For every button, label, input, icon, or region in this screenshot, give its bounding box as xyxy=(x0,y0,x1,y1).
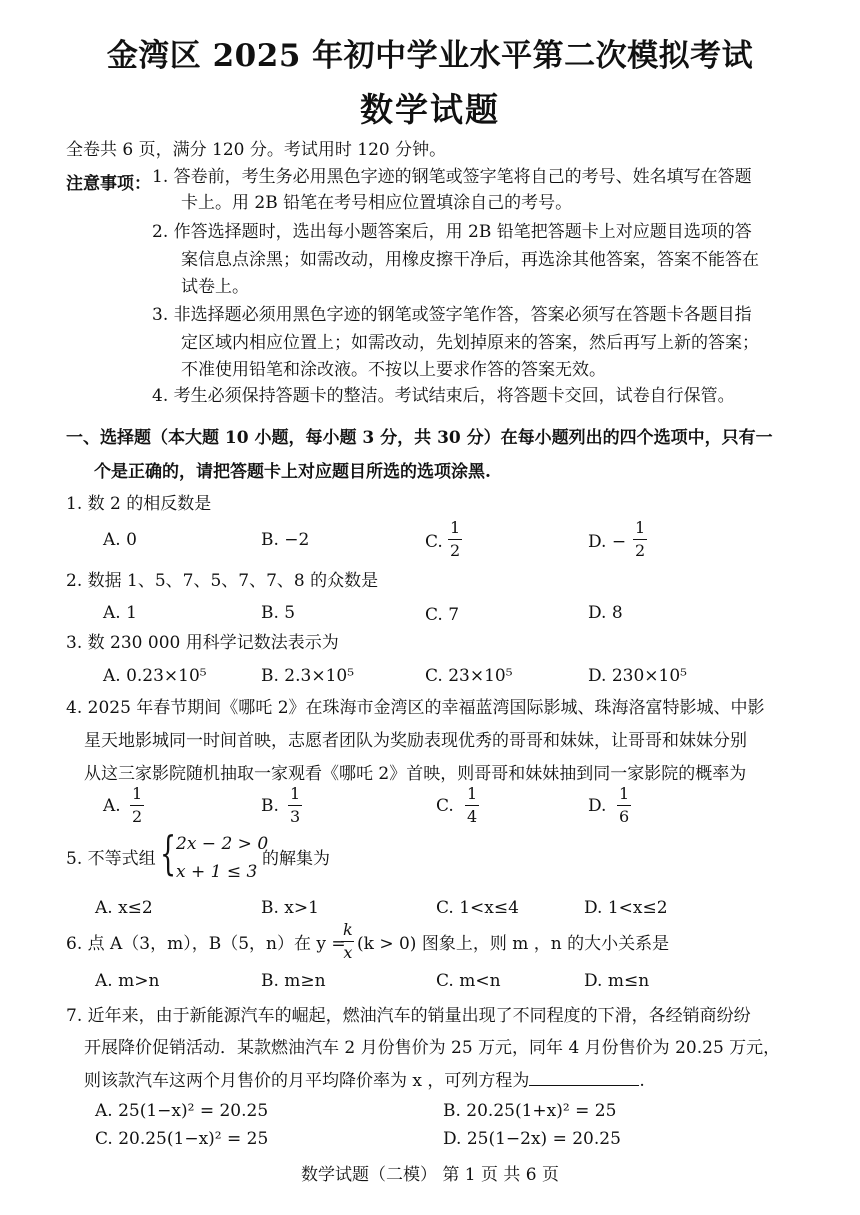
note-line: 定区域内相应位置上；如需改动，先划掉原来的答案，然后再写上新的答案； xyxy=(181,333,759,353)
q4-option-a-label: A. xyxy=(103,796,121,816)
question-5-stem: 5. 不等式组 xyxy=(66,849,156,869)
question-1-stem: 1. 数 2 的相反数是 xyxy=(66,494,212,514)
fraction-denominator: 4 xyxy=(467,807,478,826)
q1-option-d-label: D. − xyxy=(588,532,627,552)
q4-option-b-fraction xyxy=(288,786,302,825)
q4-option-c-fraction xyxy=(465,786,479,825)
question-7-text: 则该款汽车这两个月售价的月平均降价率为 x ，可列方程为 xyxy=(84,1071,530,1091)
note-line: 1. 答卷前，考生务必用黑色字迹的钢笔或签字笔将自己的考号、姓名填写在答题 xyxy=(152,167,752,187)
q7-option-b: B. 20.25(1+x)² = 25 xyxy=(443,1101,617,1121)
q7-option-a: A. 25(1−x)² = 20.25 xyxy=(95,1101,269,1121)
q5-option-b: B. x>1 xyxy=(261,898,319,918)
note-line: 不准使用铅笔和涂改液。不按以上要求作答的答案无效。 xyxy=(181,360,606,380)
fraction-numerator: 1 xyxy=(450,518,461,537)
q1-option-c-fraction xyxy=(448,520,462,559)
notes-label: 注意事项： xyxy=(66,174,151,194)
exam-title: 金湾区 2025 年初中学业水平第二次模拟考试 xyxy=(106,38,754,74)
fraction-numerator: k xyxy=(343,920,353,939)
q1-option-c-label: C. xyxy=(425,532,443,552)
q4-option-d-fraction xyxy=(617,786,631,825)
fraction-denominator: 6 xyxy=(619,807,630,826)
fraction-numerator: 1 xyxy=(132,784,143,803)
question-3-stem: 3. 数 230 000 用科学记数法表示为 xyxy=(66,633,339,653)
note-line: 3. 非选择题必须用黑色字迹的钢笔或签字笔作答，答案必须写在答题卡各题目指 xyxy=(152,305,752,325)
q4-option-a-fraction xyxy=(130,786,144,825)
question-4-stem-cont: 从这三家影院随机抽取一家观看《哪吒 2》首映，则哥哥和妹妹抽到同一家影院的概率为 xyxy=(84,764,747,784)
exam-intro: 全卷共 6 页，满分 120 分。考试用时 120 分钟。 xyxy=(66,140,447,160)
exam-subject-title: 数学试题 xyxy=(360,90,500,129)
question-6-stem-end: (k > 0) 图象上，则 m ，n 的大小关系是 xyxy=(357,934,670,954)
inequality-1: 2x − 2 > 0 xyxy=(176,834,269,854)
question-7-stem-cont: 开展降价促销活动．某款燃油汽车 2 月份售价为 25 万元，同年 4 月份售价为 20.25 万元， xyxy=(84,1038,781,1058)
q6-option-c: C. m<n xyxy=(436,971,501,991)
q6-option-b: B. m≥n xyxy=(261,971,326,991)
question-5-stem-end: 的解集为 xyxy=(262,849,330,869)
section-heading: 一、选择题（本大题 10 小题，每小题 3 分，共 30 分）在每小题列出的四个选项中，只有一 xyxy=(66,428,773,448)
q1-option-a: A. 0 xyxy=(103,530,137,550)
fraction-denominator: 2 xyxy=(635,541,646,560)
question-7-period: . xyxy=(639,1071,645,1091)
note-line: 2. 作答选择题时，选出每小题答案后，用 2B 铅笔把答题卡上对应题目选项的答 xyxy=(152,222,752,242)
q2-option-c: C. 7 xyxy=(425,605,460,625)
q1-option-b: B. −2 xyxy=(261,530,310,550)
fraction-numerator: 1 xyxy=(290,784,301,803)
q3-option-a: A. 0.23×10⁵ xyxy=(103,666,207,686)
question-7-stem-cont xyxy=(84,1071,645,1090)
q3-option-d: D. 230×10⁵ xyxy=(588,666,687,686)
page-footer: 数学试题（二模） 第 1 页 共 6 页 xyxy=(300,1165,560,1185)
q2-option-d: D. 8 xyxy=(588,603,623,623)
fraction-denominator: x xyxy=(343,943,353,962)
fraction-denominator: 3 xyxy=(290,807,301,826)
inequality-2: x + 1 ≤ 3 xyxy=(176,862,258,882)
note-line: 卡上。用 2B 铅笔在考号相应位置填涂自己的考号。 xyxy=(181,193,573,213)
q2-option-a: A. 1 xyxy=(103,603,137,623)
fraction-denominator: 2 xyxy=(450,541,461,560)
section-heading-cont: 个是正确的，请把答题卡上对应题目所选的选项涂黑. xyxy=(94,462,491,482)
q6-option-a: A. m>n xyxy=(95,971,160,991)
q5-option-d: D. 1<x≤2 xyxy=(584,898,668,918)
inequality-brace: { xyxy=(160,826,177,880)
q6-option-d: D. m≤n xyxy=(584,971,650,991)
question-4-stem-cont: 星天地影城同一时间首映，志愿者团队为奖励表现优秀的哥哥和妹妹，让哥哥和妹妹分别 xyxy=(84,731,747,751)
q4-option-d-label: D. xyxy=(588,796,607,816)
q5-option-c: C. 1<x≤4 xyxy=(436,898,519,918)
question-6-stem: 6. 点 A（3，m），B（5，n）在 y = xyxy=(66,934,346,954)
fraction-numerator: 1 xyxy=(619,784,630,803)
note-line: 案信息点涂黑；如需改动，用橡皮擦干净后，再选涂其他答案，答案不能答在 xyxy=(181,250,759,270)
q3-option-b: B. 2.3×10⁵ xyxy=(261,666,355,686)
question-7-stem: 7. 近年来，由于新能源汽车的崛起，燃油汽车的销量出现了不同程度的下滑，各经销商纷纷 xyxy=(66,1006,751,1026)
fraction-denominator: 2 xyxy=(132,807,143,826)
note-line: 4. 考生必须保持答题卡的整洁。考试结束后，将答题卡交回，试卷自行保管。 xyxy=(152,386,735,406)
q7-option-d: D. 25(1−2x) = 20.25 xyxy=(443,1129,621,1149)
q4-option-b-label: B. xyxy=(261,796,279,816)
q5-option-a: A. x≤2 xyxy=(95,898,153,918)
q4-option-c-label: C. xyxy=(436,796,454,816)
note-line: 试卷上。 xyxy=(181,277,249,297)
q2-option-b: B. 5 xyxy=(261,603,296,623)
q6-function-fraction xyxy=(341,922,355,961)
question-4-stem: 4. 2025 年春节期间《哪吒 2》在珠海市金湾区的幸福蓝湾国际影城、珠海洛富特影城、中影 xyxy=(66,698,765,718)
answer-blank xyxy=(529,1071,639,1086)
fraction-numerator: 1 xyxy=(635,518,646,537)
q7-option-c: C. 20.25(1−x)² = 25 xyxy=(95,1129,269,1149)
question-2-stem: 2. 数据 1、5、7、5、7、7、8 的众数是 xyxy=(66,571,379,591)
fraction-numerator: 1 xyxy=(467,784,478,803)
q1-option-d-fraction xyxy=(633,520,647,559)
q3-option-c: C. 23×10⁵ xyxy=(425,666,513,686)
